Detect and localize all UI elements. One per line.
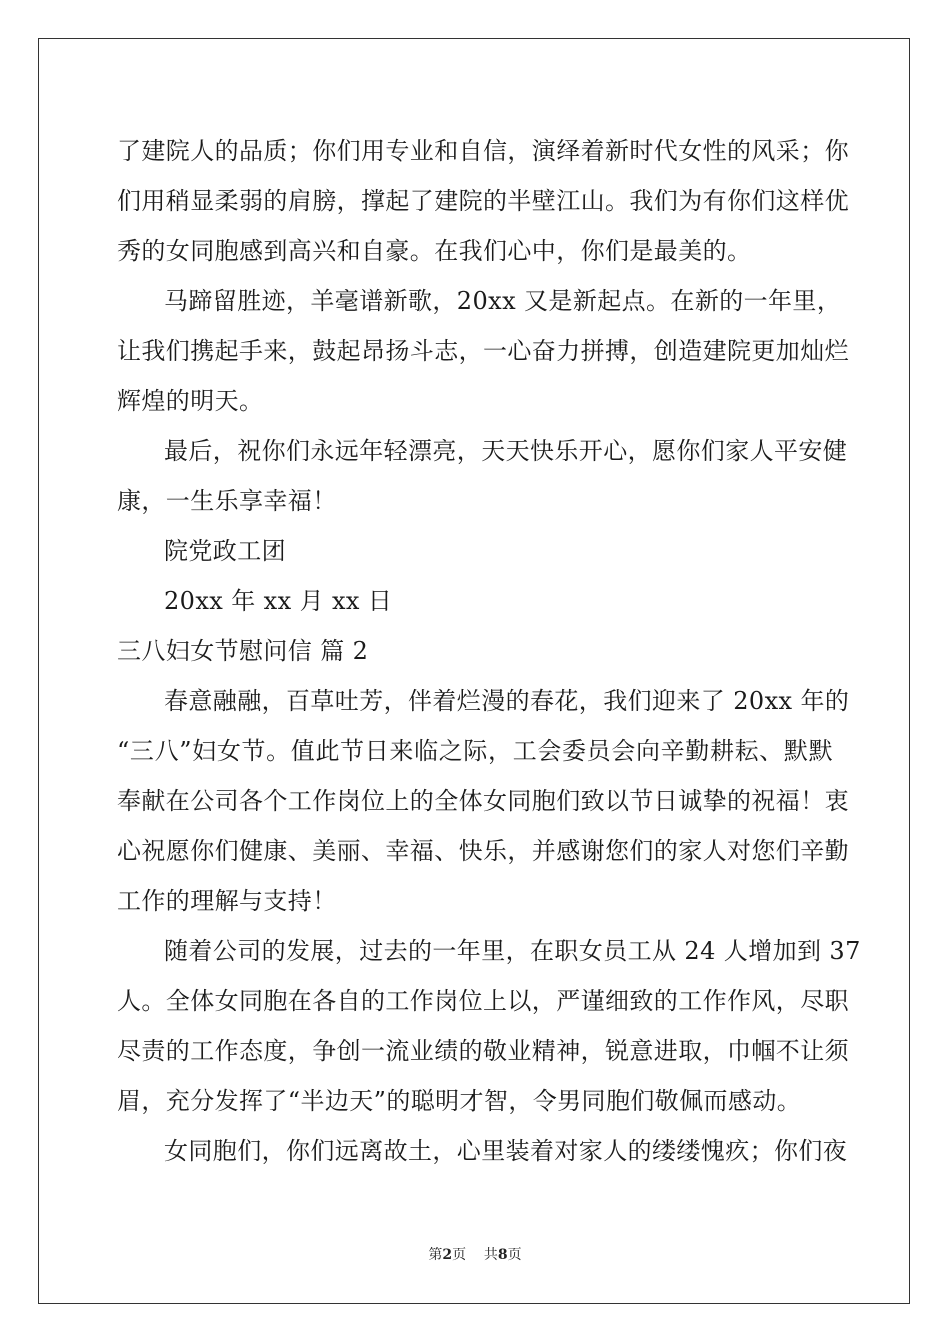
total-suffix: 页 (507, 1247, 522, 1263)
paragraph-first-line: 马蹄留胜迹，羊毫谱新歌，20xx 又是新起点。在新的一年里， (164, 287, 842, 315)
signature-date: 20xx 年 xx 月 xx 日 (164, 587, 393, 615)
text-line: 辉煌的明天。 (117, 387, 264, 415)
total-pages: 8 (497, 1247, 508, 1263)
text-line: 工作的理解与支持！ (117, 887, 337, 915)
document-body (117, 126, 861, 1176)
page-suffix: 页 (452, 1247, 467, 1263)
text-line: 尽责的工作态度，争创一流业绩的敬业精神，锐意进取，巾帼不让须 (117, 1037, 849, 1065)
text-line: 让我们携起手来，鼓起昂扬斗志，一心奋力拼搏，创造建院更加灿烂 (117, 337, 849, 365)
total-prefix: 共 (483, 1247, 498, 1263)
section-heading: 三八妇女节慰问信 篇 2 (117, 637, 369, 665)
text-line: 们用稍显柔弱的肩膀，撑起了建院的半壁江山。我们为有你们这样优 (117, 187, 849, 215)
text-line: 心祝愿你们健康、美丽、幸福、快乐，并感谢您们的家人对您们辛勤 (117, 837, 849, 865)
signature-org: 院党政工团 (164, 537, 286, 565)
paragraph-first-line: 随着公司的发展，过去的一年里，在职女员工从 24 人增加到 37 (164, 937, 861, 965)
paragraph-first-line: 女同胞们，你们远离故土，心里装着对家人的缕缕愧疚；你们夜 (164, 1137, 848, 1165)
text-line: 秀的女同胞感到高兴和自豪。在我们心中，你们是最美的。 (117, 237, 752, 265)
text-line: 人。全体女同胞在各自的工作岗位上以，严谨细致的工作作风，尽职 (117, 987, 849, 1015)
text-line: 康，一生乐享幸福！ (117, 487, 337, 515)
text-line: 了建院人的品质；你们用专业和自信，演绎着新时代女性的风采；你 (117, 137, 849, 165)
page-number: 2 (442, 1247, 453, 1263)
text-line: 眉，充分发挥了“半边天”的聪明才智，令男同胞们敬佩而感动。 (117, 1087, 802, 1115)
paragraph-first-line: 最后，祝你们永远年轻漂亮，天天快乐开心，愿你们家人平安健 (164, 437, 848, 465)
paragraph-first-line: 春意融融，百草吐芳，伴着烂漫的春花，我们迎来了 20xx 年的 (164, 687, 850, 715)
text-line: 奉献在公司各个工作岗位上的全体女同胞们致以节日诚挚的祝福！衷 (117, 787, 849, 815)
page-footer (0, 1244, 950, 1264)
page-prefix: 第 (428, 1247, 443, 1263)
text-line: “三八”妇女节。值此节日来临之际，工会委员会向辛勤耕耘、默默 (117, 737, 833, 765)
